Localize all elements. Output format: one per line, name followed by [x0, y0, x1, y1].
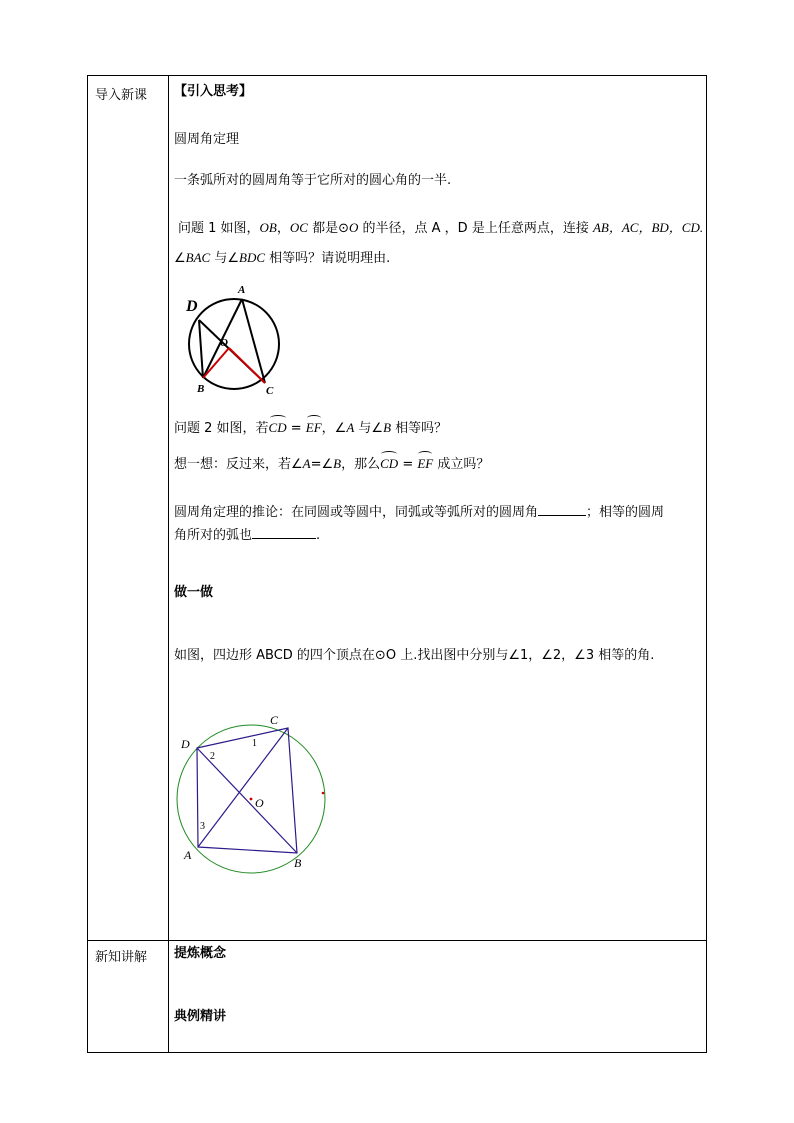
theorem-text: 一条弧所对的圆周角等于它所对的圆心角的一半. — [174, 173, 452, 188]
row-divider — [88, 940, 706, 941]
doit-title: 做一做 — [174, 585, 214, 600]
fig1-label-o: O — [220, 337, 228, 349]
answer-blank-2[interactable] — [252, 524, 316, 539]
row-label-new-knowledge: 新知讲解 — [95, 950, 148, 965]
think-question: 想一想：反过来，若∠A=∠B，那么CD = EF 成立吗？ — [174, 453, 489, 476]
fig2-label-d: D — [181, 737, 190, 751]
fig2-label-o: O — [255, 796, 264, 810]
fig1-label-d: D — [186, 298, 198, 315]
fig2-label-a: A — [184, 848, 192, 862]
fig1-label-c: C — [266, 385, 274, 396]
row-label-intro: 导入新课 — [95, 88, 148, 103]
question-1-line-1: 问题 1 如图，OB，OC 都是⊙O 的半径，点 A ，D 是上任意两点，连接 AB，AC，BD，CD. — [178, 220, 704, 236]
fig2-label-c: C — [270, 713, 279, 727]
fig1-label-b: B — [197, 383, 205, 395]
corollary-line-2: 角所对的弧也 . — [174, 524, 320, 547]
intro-heading: 【引入思考】 — [174, 84, 253, 99]
doit-text: 如图，四边形 ABCD 的四个顶点在⊙O 上.找出图中分别与∠1，∠2，∠3 相等的角. — [174, 648, 655, 663]
fig2-angle-1: 1 — [252, 738, 257, 749]
question-2: 问题 2 如图，若CD = EF，∠A 与∠B 相等吗？ — [174, 417, 447, 440]
examples-heading: 典例精讲 — [174, 1009, 227, 1024]
fig1-label-a: A — [238, 284, 246, 296]
figure-1-circle-diagram — [183, 280, 293, 396]
lesson-table — [87, 75, 707, 1053]
figure-2-quadrilateral-diagram — [174, 706, 334, 876]
fig2-angle-2: 2 — [210, 751, 215, 762]
fig2-angle-3: 3 — [200, 821, 205, 832]
question-1-line-2: ∠BAC 与∠BDC 相等吗？请说明理由. — [174, 250, 391, 266]
answer-blank-1[interactable] — [538, 501, 586, 516]
column-divider — [168, 76, 169, 1052]
corollary-line-1: 圆周角定理的推论：在同圆或等圆中，同弧或等弧所对的圆周角 ；相等的圆周 — [174, 501, 664, 524]
theorem-title: 圆周角定理 — [174, 132, 240, 147]
fig2-label-b: B — [294, 856, 302, 870]
concept-heading: 提炼概念 — [174, 946, 227, 961]
